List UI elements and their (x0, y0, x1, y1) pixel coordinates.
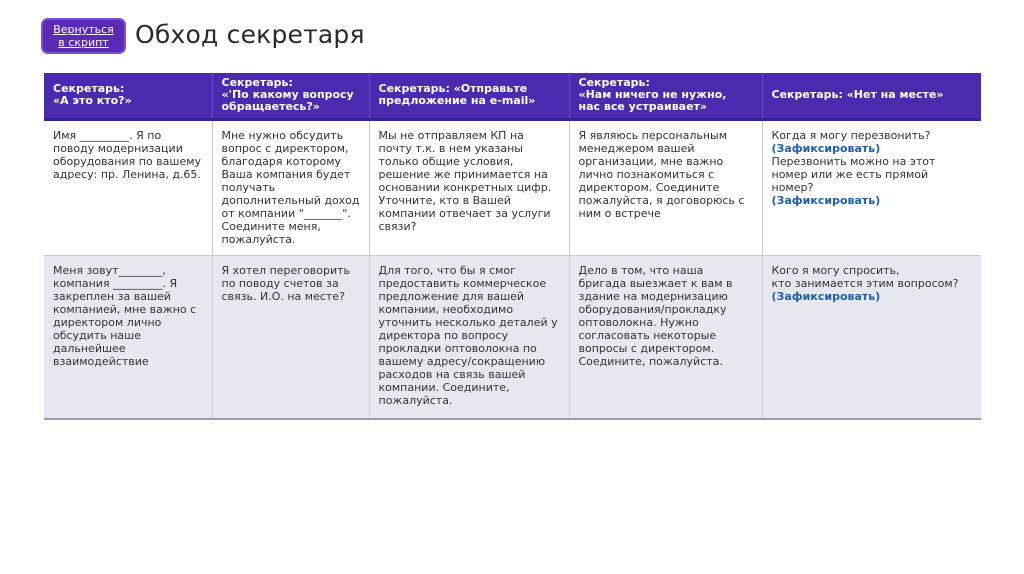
table-cell: Меня зовут________, компания _________. Я закреплен за вашей компанией, мне важно с директором лично обсудить наше дальнейшее взаимодействие (44, 255, 212, 419)
who-to-ask-question: Кого я могу спросить, кто занимается этим вопросом? (771, 263, 959, 290)
record-link[interactable]: (Зафиксировать) (771, 289, 881, 303)
callback-question: Когда я могу перезвонить? (771, 128, 931, 142)
record-link[interactable]: (Зафиксировать) (771, 141, 881, 155)
back-button-line1: Вернуться (53, 23, 114, 36)
back-to-script-button[interactable] (41, 18, 126, 54)
page-title: Обход секретаря (135, 20, 365, 49)
table-cell: Дело в том, что наша бригада выезжает к вам в здание на модернизацию оборудования/прокладку оптоволокна. Нужно согласовать некоторые вопросы с директором. Соедините, пожалуйста. (569, 255, 762, 419)
table-cell: Имя _________. Я по поводу модернизации оборудования по вашему адресу: пр. Ленина, д.65. (44, 119, 212, 255)
table-cell: Для того, что бы я смог предоставить коммерческое предложение для вашей компании, необходимо уточнить несколько деталей у директора по вопросу прокладки оптоволокна по вашему адресу/сокращению расходов на связь вашей компании. Соедините, пожалуйста. (369, 255, 569, 419)
table-row (44, 119, 981, 255)
header-need-nothing: Секретарь: «Нам ничего не нужно, нас все устраивает» (569, 73, 762, 119)
table-cell: Мы не отправляем КП на почту т.к. в нем указаны только общие условия, решение же принимается на основании конкретных цифр. Уточните, кто в Вашей компании отвечает за услуги связи? (369, 119, 569, 255)
record-link[interactable]: (Зафиксировать) (771, 193, 881, 207)
table-cell (762, 255, 981, 419)
table-cell: Я являюсь персональным менеджером вашей организации, мне важно лично познакомиться с директором. Соедините пожалуйста, я договорюсь с ним о встрече (569, 119, 762, 255)
direct-number-question: Перезвонить можно на этот номер или же есть прямой номер? (771, 154, 936, 194)
secretary-script-table (44, 73, 981, 420)
table-row (44, 255, 981, 419)
back-button-line2: в скрипт (58, 36, 109, 49)
header-what-question: Секретарь: «'По какому вопросу обращаетесь?» (212, 73, 369, 119)
header-send-email: Секретарь: «Отправьте предложение на e-mail» (369, 73, 569, 119)
table-cell: Я хотел переговорить по поводу счетов за связь. И.О. на месте? (212, 255, 369, 419)
table-cell: Мне нужно обсудить вопрос с директором, благодаря которому Ваша компания будет получать дополнительный доход от компании "_______". Соедините меня, пожалуйста. (212, 119, 369, 255)
header-not-available: Секретарь: «Нет на месте» (762, 73, 981, 119)
header-who-is-it: Секретарь: «А это кто?» (44, 73, 212, 119)
table-cell (762, 119, 981, 255)
table-header-row (44, 73, 981, 119)
